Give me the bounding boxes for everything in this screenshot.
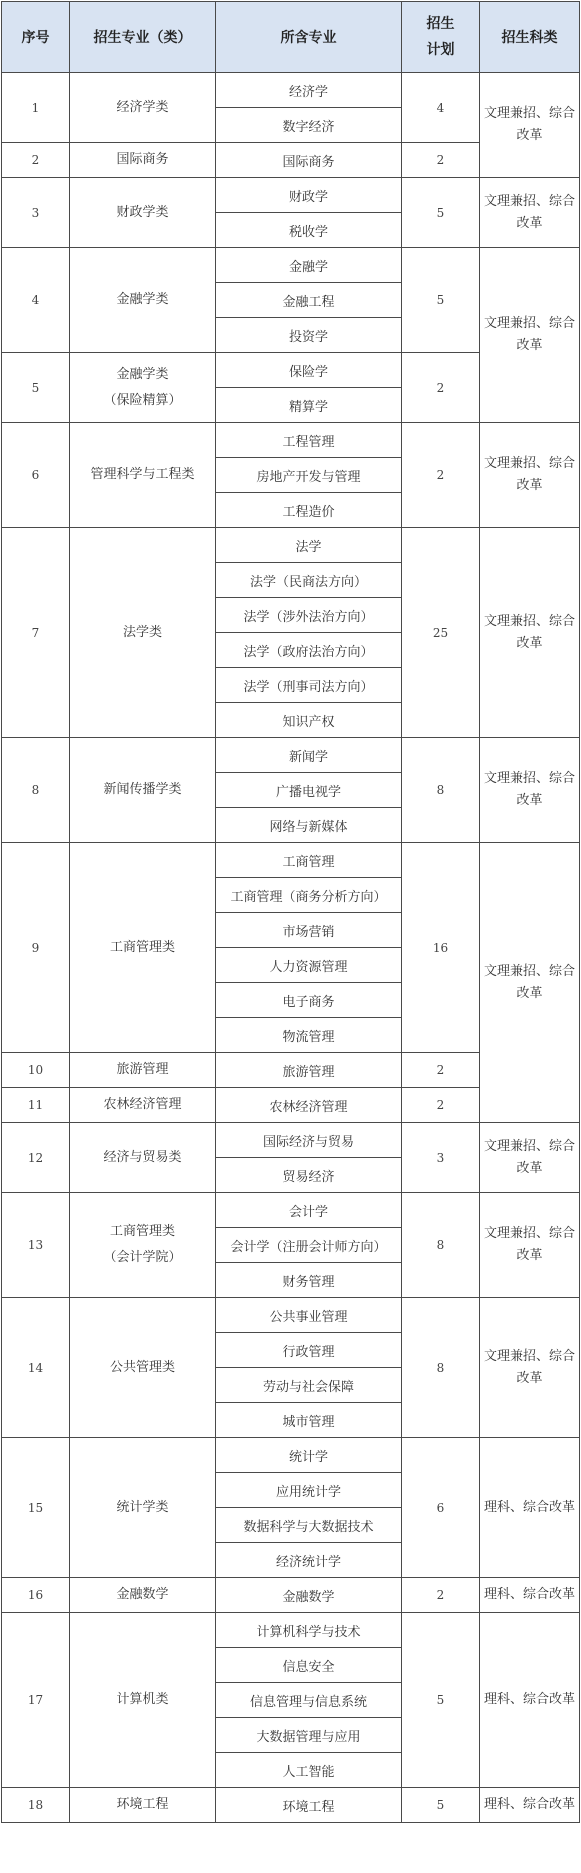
row-subject: 理科、综合改革 — [480, 1438, 580, 1578]
major-cell: 应用统计学 — [216, 1473, 402, 1508]
category-line: 财政学类 — [116, 204, 169, 220]
major-cell: 会计学（注册会计师方向） — [216, 1228, 402, 1263]
major-cell: 法学（政府法治方向） — [216, 633, 402, 668]
major-cell: 大数据管理与应用 — [216, 1718, 402, 1753]
major-cell: 金融工程 — [216, 283, 402, 318]
table-row — [2, 1123, 580, 1158]
table-body — [2, 73, 580, 1823]
header-seq: 序号 — [2, 2, 70, 73]
row-seq: 3 — [2, 178, 70, 248]
major-cell: 计算机科学与技术 — [216, 1613, 402, 1648]
row-plan: 25 — [402, 528, 480, 738]
row-seq: 8 — [2, 738, 70, 843]
row-subject: 文理兼招、综合改革 — [480, 1298, 580, 1438]
table-row — [2, 738, 580, 773]
major-cell: 会计学 — [216, 1193, 402, 1228]
row-category — [70, 73, 216, 143]
table-row — [2, 1438, 580, 1473]
header-plan-line1: 招生 — [426, 16, 455, 32]
major-cell: 行政管理 — [216, 1333, 402, 1368]
major-cell: 金融数学 — [216, 1578, 402, 1613]
row-seq: 5 — [2, 353, 70, 423]
category-line: 法学类 — [122, 624, 162, 640]
row-plan: 5 — [402, 248, 480, 353]
table-row — [2, 178, 580, 213]
category-line: 农林经济管理 — [103, 1097, 182, 1112]
row-subject: 文理兼招、综合改革 — [480, 423, 580, 528]
row-category — [70, 1298, 216, 1438]
header-category: 招生专业（类） — [70, 2, 216, 73]
row-plan: 8 — [402, 1193, 480, 1298]
major-cell: 法学（涉外法治方向） — [216, 598, 402, 633]
category-line: 经济与贸易类 — [103, 1149, 182, 1165]
table-row — [2, 1613, 580, 1648]
major-cell: 城市管理 — [216, 1403, 402, 1438]
major-cell: 网络与新媒体 — [216, 808, 402, 843]
row-category — [70, 1088, 216, 1123]
category-line: 公共管理类 — [109, 1359, 175, 1375]
header-plan — [402, 2, 480, 73]
major-cell: 新闻学 — [216, 738, 402, 773]
row-seq: 15 — [2, 1438, 70, 1578]
major-cell: 物流管理 — [216, 1018, 402, 1053]
major-cell: 税收学 — [216, 213, 402, 248]
major-cell: 农林经济管理 — [216, 1088, 402, 1123]
major-cell: 数据科学与大数据技术 — [216, 1508, 402, 1543]
row-seq: 12 — [2, 1123, 70, 1193]
major-cell: 法学（刑事司法方向） — [216, 668, 402, 703]
row-category — [70, 423, 216, 528]
admissions-table — [1, 1, 580, 1823]
major-cell: 法学（民商法方向） — [216, 563, 402, 598]
category-line: 工商管理类 — [109, 1224, 175, 1239]
row-subject: 理科、综合改革 — [480, 1788, 580, 1823]
table-row — [2, 1193, 580, 1228]
header-plan-line2: 计划 — [426, 42, 455, 58]
category-line: 旅游管理 — [116, 1062, 169, 1077]
major-cell: 环境工程 — [216, 1788, 402, 1823]
row-category — [70, 843, 216, 1053]
major-cell: 劳动与社会保障 — [216, 1368, 402, 1403]
major-cell: 工程管理 — [216, 423, 402, 458]
row-subject: 文理兼招、综合改革 — [480, 1123, 580, 1193]
row-plan: 2 — [402, 1088, 480, 1123]
table-row — [2, 1298, 580, 1333]
row-plan: 6 — [402, 1438, 480, 1578]
table-row — [2, 1578, 580, 1613]
row-plan: 8 — [402, 738, 480, 843]
category-line: 统计学类 — [116, 1499, 169, 1515]
row-plan: 3 — [402, 1123, 480, 1193]
row-seq: 1 — [2, 73, 70, 143]
row-seq: 10 — [2, 1053, 70, 1088]
row-category — [70, 1123, 216, 1193]
category-line: 管理科学与工程类 — [90, 467, 195, 482]
category-line: 新闻传播学类 — [103, 782, 182, 797]
category-line: 国际商务 — [116, 152, 169, 167]
major-cell: 广播电视学 — [216, 773, 402, 808]
major-cell: 金融学 — [216, 248, 402, 283]
major-cell: 贸易经济 — [216, 1158, 402, 1193]
table-row — [2, 1788, 580, 1823]
table-row — [2, 843, 580, 878]
row-seq: 7 — [2, 528, 70, 738]
major-cell: 信息安全 — [216, 1648, 402, 1683]
major-cell: 精算学 — [216, 388, 402, 423]
row-subject: 文理兼招、综合改革 — [480, 178, 580, 248]
row-category — [70, 1788, 216, 1823]
row-plan: 16 — [402, 843, 480, 1053]
row-subject: 文理兼招、综合改革 — [480, 73, 580, 178]
major-cell: 电子商务 — [216, 983, 402, 1018]
row-subject: 文理兼招、综合改革 — [480, 248, 580, 423]
major-cell: 信息管理与信息系统 — [216, 1683, 402, 1718]
major-cell: 知识产权 — [216, 703, 402, 738]
major-cell: 保险学 — [216, 353, 402, 388]
row-plan: 5 — [402, 1788, 480, 1823]
row-plan: 8 — [402, 1298, 480, 1438]
category-line: 经济学类 — [116, 99, 169, 115]
row-category — [70, 143, 216, 178]
category-line: 工商管理类 — [109, 939, 175, 955]
category-line: 计算机类 — [116, 1692, 169, 1707]
row-plan: 5 — [402, 1613, 480, 1788]
row-category — [70, 1193, 216, 1298]
row-plan: 4 — [402, 73, 480, 143]
major-cell: 财政学 — [216, 178, 402, 213]
major-cell: 投资学 — [216, 318, 402, 353]
row-category — [70, 248, 216, 353]
row-subject: 文理兼招、综合改革 — [480, 528, 580, 738]
major-cell: 财务管理 — [216, 1263, 402, 1298]
row-seq: 4 — [2, 248, 70, 353]
row-plan: 2 — [402, 1053, 480, 1088]
table-header — [2, 2, 580, 73]
major-cell: 房地产开发与管理 — [216, 458, 402, 493]
category-line: 金融学类 — [116, 366, 169, 382]
row-category — [70, 1053, 216, 1088]
category-line: 金融学类 — [116, 292, 169, 307]
major-cell: 国际商务 — [216, 143, 402, 178]
category-line: （会计学院） — [103, 1250, 182, 1265]
row-subject: 文理兼招、综合改革 — [480, 843, 580, 1123]
row-plan: 5 — [402, 178, 480, 248]
row-plan: 2 — [402, 423, 480, 528]
row-seq: 16 — [2, 1578, 70, 1613]
major-cell: 国际经济与贸易 — [216, 1123, 402, 1158]
major-cell: 旅游管理 — [216, 1053, 402, 1088]
row-seq: 6 — [2, 423, 70, 528]
row-seq: 11 — [2, 1088, 70, 1123]
major-cell: 工商管理（商务分析方向） — [216, 878, 402, 913]
category-line: 金融数学 — [116, 1587, 169, 1602]
header-majors: 所含专业 — [216, 2, 402, 73]
major-cell: 统计学 — [216, 1438, 402, 1473]
row-subject: 文理兼招、综合改革 — [480, 738, 580, 843]
row-seq: 14 — [2, 1298, 70, 1438]
major-cell: 经济学 — [216, 73, 402, 108]
table-row — [2, 73, 580, 108]
row-seq: 9 — [2, 843, 70, 1053]
category-line: （保险精算） — [103, 392, 182, 408]
row-subject: 理科、综合改革 — [480, 1578, 580, 1613]
row-plan: 2 — [402, 353, 480, 423]
major-cell: 市场营销 — [216, 913, 402, 948]
row-category — [70, 738, 216, 843]
row-category — [70, 178, 216, 248]
row-category — [70, 353, 216, 423]
table-row — [2, 528, 580, 563]
row-subject: 理科、综合改革 — [480, 1613, 580, 1788]
major-cell: 人力资源管理 — [216, 948, 402, 983]
major-cell: 人工智能 — [216, 1753, 402, 1788]
header-subject: 招生科类 — [480, 2, 580, 73]
major-cell: 公共事业管理 — [216, 1298, 402, 1333]
major-cell: 工程造价 — [216, 493, 402, 528]
row-seq: 13 — [2, 1193, 70, 1298]
row-seq: 2 — [2, 143, 70, 178]
row-plan: 2 — [402, 143, 480, 178]
row-category — [70, 1613, 216, 1788]
row-plan: 2 — [402, 1578, 480, 1613]
category-line: 环境工程 — [116, 1797, 169, 1812]
major-cell: 数字经济 — [216, 108, 402, 143]
row-category — [70, 1578, 216, 1613]
row-seq: 17 — [2, 1613, 70, 1788]
header-row — [2, 2, 580, 73]
major-cell: 工商管理 — [216, 843, 402, 878]
row-category — [70, 528, 216, 738]
row-subject: 文理兼招、综合改革 — [480, 1193, 580, 1298]
table-row — [2, 423, 580, 458]
row-seq: 18 — [2, 1788, 70, 1823]
row-category — [70, 1438, 216, 1578]
major-cell: 法学 — [216, 528, 402, 563]
major-cell: 经济统计学 — [216, 1543, 402, 1578]
table-row — [2, 248, 580, 283]
